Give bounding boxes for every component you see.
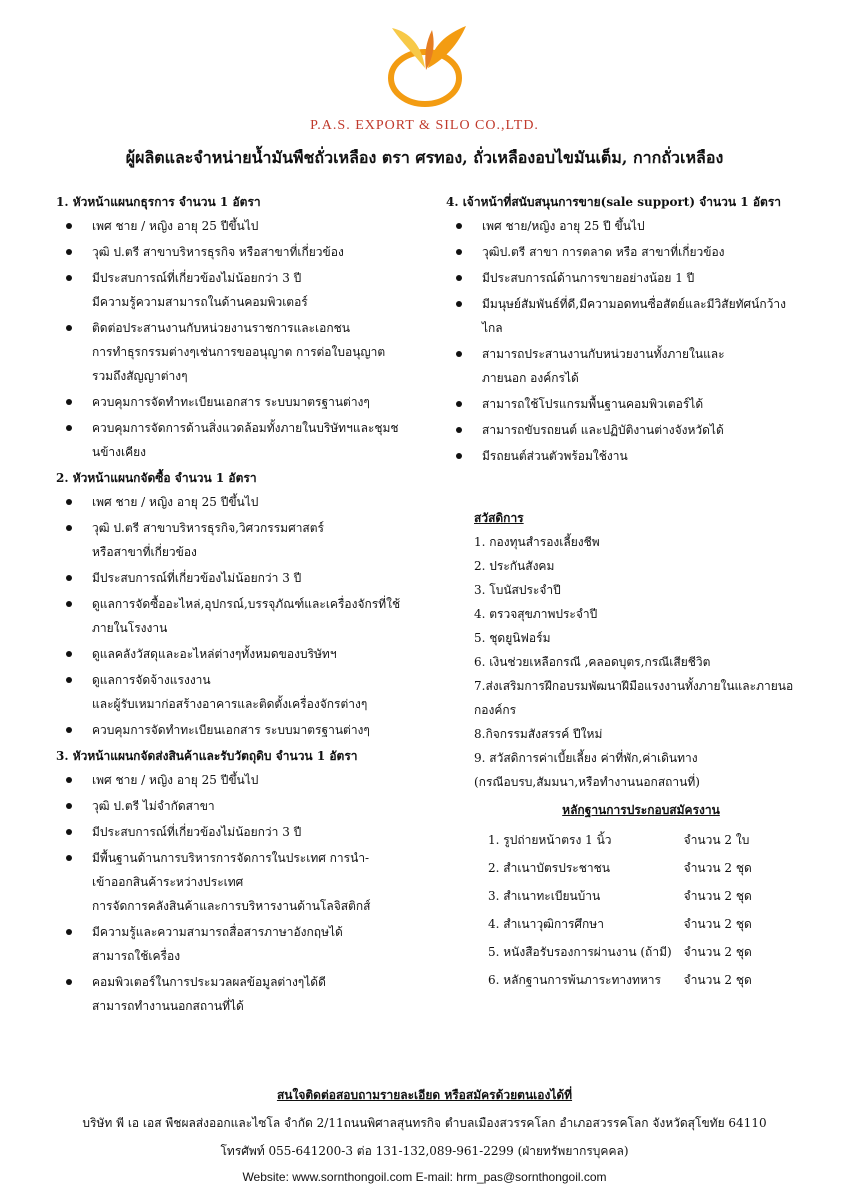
list-item-text: มีประสบการณ์ที่เกี่ยวข้องไม่น้อยกว่า 3 ปี [92, 571, 302, 585]
company-name: P.A.S. EXPORT & SILO CO.,LTD. [310, 118, 539, 133]
list-item-text: ภายนอก องค์กรได้ [482, 371, 579, 385]
list-item-text: วุฒิ ป.ตรี ไม่จำกัดสาขา [92, 799, 215, 813]
table-row [482, 966, 758, 994]
bullet-icon [66, 803, 72, 809]
list-item-text: เพศ ชาย / หญิง อายุ 25 ปีขึ้นไป [92, 495, 259, 509]
requirements-list [56, 768, 436, 1018]
list-item-text: วุฒิ ป.ตรี สาขาบริหารธุรกิจ,วิศวกรรมศาสตร์ [92, 521, 324, 535]
list-item-text: มีความรู้ความสามารถในด้านคอมพิวเตอร์ [92, 295, 308, 309]
list-item [56, 920, 436, 968]
table-row [482, 882, 758, 910]
list-item [446, 214, 806, 238]
list-item [56, 416, 436, 464]
bullet-icon [66, 929, 72, 935]
list-item-text: การทำธุรกรรมต่างๆเช่นการขออนุญาต การต่อใบอนุญาต [92, 345, 386, 359]
list-item-text: สามารถประสานงานกับหน่วยงานทั้งภายในและ [482, 347, 725, 361]
list-item-text: คอมพิวเตอร์ในการประมวลผลข้อมูลต่างๆได้ดี [92, 975, 326, 989]
section-title: 2. หัวหน้าแผนกจัดซื้อ จำนวน 1 อัตรา [56, 471, 257, 485]
bullet-icon [66, 249, 72, 255]
contact-title: สนใจติดต่อสอบถามรายละเอียด หรือสมัครด้วยตนเองได้ที่ [276, 1088, 573, 1102]
welfare-item: 3. โบนัสประจำปี [474, 583, 561, 597]
list-item-text: ดูแลการจัดซื้ออะไหล่,อุปกรณ์,บรรจุภัณฑ์และเครื่องจักรที่ใช้ [92, 597, 401, 611]
welfare-item: 4. ตรวจสุขภาพประจำปี [474, 607, 598, 621]
list-item [56, 592, 436, 640]
list-item [446, 240, 806, 264]
bullet-icon [66, 275, 72, 281]
list-item [56, 970, 436, 1018]
bullet-icon [456, 249, 462, 255]
list-item [446, 266, 806, 290]
section-title: 4. เจ้าหน้าที่สนับสนุนการขาย(sale support) จำนวน 1 อัตรา [446, 195, 782, 209]
bullet-icon [456, 351, 462, 357]
list-item [56, 668, 436, 716]
bullet-icon [66, 855, 72, 861]
documents-table [482, 826, 758, 994]
welfare-title: สวัสดิการ [474, 511, 524, 525]
bullet-icon [456, 275, 462, 281]
list-item-text: หรือสาขาที่เกี่ยวข้อง [92, 545, 197, 559]
list-item [56, 718, 436, 742]
document-name: 1. รูปถ่ายหน้าตรง 1 นิ้ว [488, 833, 612, 847]
section-title: 3. หัวหน้าแผนกจัดส่งสินค้าและรับวัตถุดิบ จำนวน 1 อัตรา [56, 749, 358, 763]
document-name: 4. สำเนาวุฒิการศึกษา [488, 917, 604, 931]
list-item [56, 214, 436, 238]
list-item-text: สามารถใช้โปรแกรมพื้นฐานคอมพิวเตอร์ได้ [482, 397, 704, 411]
list-item-text: มีประสบการณ์ที่เกี่ยวข้องไม่น้อยกว่า 3 ปี [92, 825, 302, 839]
bullet-icon [456, 427, 462, 433]
list-item [56, 490, 436, 514]
bullet-icon [66, 651, 72, 657]
list-item-text: มีประสบการณ์ที่เกี่ยวข้องไม่น้อยกว่า 3 ปี [92, 271, 302, 285]
company-address: บริษัท พี เอ เอส พืชผลส่งออกและไซโล จำกัด 2/11ถนนพิศาลสุนทรกิจ ตำบลเมืองสวรรคโลก อำเภอสวรรคโลก จังหวัดสุโขทัย 64110 [82, 1116, 767, 1130]
bullet-icon [456, 301, 462, 307]
list-item [56, 820, 436, 844]
welfare-item: 9. สวัสดิการค่าเบี้ยเลี้ยง ค่าที่พัก,ค่าเดินทาง [474, 751, 698, 765]
web-email[interactable]: Website: www.sornthongoil.com E-mail: hrm_pas@sornthongoil.com [242, 1170, 607, 1184]
list-item-text: เข้าออกสินค้าระหว่างประเทศ [92, 875, 244, 889]
list-item-text: มีพื้นฐานด้านการบริหารการจัดการในประเทศ การนำ- [92, 851, 370, 865]
bullet-icon [66, 727, 72, 733]
list-item [56, 316, 436, 388]
list-item-text: ภายในโรงงาน [92, 621, 168, 635]
list-item-text: มีรถยนต์ส่วนตัวพร้อมใช้งาน [482, 449, 628, 463]
document-quantity: จำนวน 2 ชุด [683, 917, 752, 931]
company-logo [370, 20, 480, 110]
bullet-icon [66, 499, 72, 505]
bullet-icon [66, 979, 72, 985]
list-item-text: วุฒิ ป.ตรี สาขาบริหารธุรกิจ หรือสาขาที่เกี่ยวข้อง [92, 245, 344, 259]
list-item-text: การจัดการคลังสินค้าและการบริหารงานด้านโลจิสติกส์ [92, 899, 371, 913]
list-item [446, 444, 806, 468]
list-item-text: ดูแลคลังวัสดุและอะไหล่ต่างๆทั้งหมดของบริษัทฯ [92, 647, 337, 661]
table-row [482, 826, 758, 854]
list-item [56, 266, 436, 314]
bullet-icon [66, 223, 72, 229]
document-quantity: จำนวน 2 ชุด [683, 973, 752, 987]
list-item-text: ควบคุมการจัดทำทะเบียนเอกสาร ระบบมาตรฐานต่างๆ [92, 395, 370, 409]
welfare-item: กองค์กร [474, 703, 517, 717]
list-item-text: ดูแลการจัดจ้างแรงงาน [92, 673, 211, 687]
bullet-icon [66, 677, 72, 683]
list-item-text: มีประสบการณ์ด้านการขายอย่างน้อย 1 ปี [482, 271, 695, 285]
bullet-icon [456, 223, 462, 229]
requirements-list [56, 490, 436, 742]
bullet-icon [456, 401, 462, 407]
left-column [56, 190, 436, 1020]
list-item [56, 240, 436, 264]
list-item [446, 418, 806, 442]
list-item [446, 342, 806, 390]
list-item-text: มีมนุษย์สัมพันธ์ที่ดี,มีความอดทนซื่อสัตย์และมีวิสัยทัศน์กว้าง [482, 297, 786, 311]
bullet-icon [456, 453, 462, 459]
list-item [56, 390, 436, 414]
list-item [56, 768, 436, 792]
bullet-icon [66, 399, 72, 405]
table-row [482, 854, 758, 882]
list-item-text: รวมถึงสัญญาต่างๆ [92, 369, 188, 383]
list-item [56, 566, 436, 590]
list-item-text: ติดต่อประสานงานกับหน่วยงานราชการและเอกชน [92, 321, 350, 335]
list-item [56, 846, 436, 918]
bullet-icon [66, 829, 72, 835]
list-item [56, 516, 436, 564]
document-quantity: จำนวน 2 ชุด [683, 889, 752, 903]
document-quantity: จำนวน 2 ใบ [683, 833, 750, 847]
bullet-icon [66, 325, 72, 331]
list-item [446, 392, 806, 416]
document-name: 5. หนังสือรับรองการผ่านงาน (ถ้ามี) [488, 945, 672, 959]
document-name: 6. หลักฐานการพ้นภาระทางทหาร [488, 973, 661, 987]
list-item-text: ไกล [482, 321, 503, 335]
document-quantity: จำนวน 2 ชุด [683, 945, 752, 959]
welfare-item: 8.กิจกรรมสังสรรค์ ปีใหม่ [474, 727, 603, 741]
page-headline: ผู้ผลิตและจำหน่ายน้ำมันพืชถั่วเหลือง ตรา ศรทอง, ถั่วเหลืองอบไขมันเต็ม, กากถั่วเหลือง [125, 148, 724, 167]
list-item-text: วุฒิป.ตรี สาขา การตลาด หรือ สาขาที่เกี่ยวข้อง [482, 245, 725, 259]
bullet-icon [66, 525, 72, 531]
list-item-text: เพศ ชาย / หญิง อายุ 25 ปีขึ้นไป [92, 219, 259, 233]
list-item-text: นข้างเคียง [92, 445, 147, 459]
welfare-item: 2. ประกันสังคม [474, 559, 555, 573]
bullet-icon [66, 425, 72, 431]
welfare-list [446, 530, 806, 794]
list-item-text: และผู้รับเหมาก่อสร้างอาคารและติดตั้งเครื่องจักรต่างๆ [92, 697, 368, 711]
welfare-item: 5. ชุดยูนิฟอร์ม [474, 631, 551, 645]
welfare-item: (กรณีอบรบ,สัมมนา,หรือทำงานนอกสถานที่) [474, 775, 700, 789]
bullet-icon [66, 601, 72, 607]
list-item-text: เพศ ชาย/หญิง อายุ 25 ปี ขึ้นไป [482, 219, 645, 233]
list-item [56, 642, 436, 666]
document-name: 2. สำเนาบัตรประชาชน [488, 861, 610, 875]
list-item [446, 292, 806, 340]
right-column [446, 190, 806, 994]
table-row [482, 938, 758, 966]
requirements-list [446, 214, 806, 468]
bullet-icon [66, 575, 72, 581]
welfare-item: 1. กองทุนสำรองเลี้ยงชีพ [474, 535, 600, 549]
list-item [56, 794, 436, 818]
section-title: 1. หัวหน้าแผนกธุรการ จำนวน 1 อัตรา [56, 195, 261, 209]
list-item-text: สามารถใช้เครื่อง [92, 949, 181, 963]
list-item-text: ควบคุมการจัดการด้านสิ่งแวดล้อมทั้งภายในบริษัทฯและชุมช [92, 421, 399, 435]
requirements-list [56, 214, 436, 464]
list-item-text: ควบคุมการจัดทำทะเบียนเอกสาร ระบบมาตรฐานต่างๆ [92, 723, 370, 737]
list-item-text: สามารถทำงานนอกสถานที่ได้ [92, 999, 244, 1013]
list-item-text: เพศ ชาย / หญิง อายุ 25 ปีขึ้นไป [92, 773, 259, 787]
table-row [482, 910, 758, 938]
welfare-item: 7.ส่งเสริมการฝึกอบรมพัฒนาฝีมือแรงงานทั้งภายในและภายนอ [474, 679, 794, 693]
list-item-text: สามารถขับรถยนต์ และปฏิบัติงานต่างจังหวัดได้ [482, 423, 724, 437]
phone-number: โทรศัพท์ 055-641200-3 ต่อ 131-132,089-961-2299 (ฝ่ายทรัพยากรบุคคล) [220, 1144, 629, 1158]
document-quantity: จำนวน 2 ชุด [683, 861, 752, 875]
bullet-icon [66, 777, 72, 783]
document-name: 3. สำเนาทะเบียนบ้าน [488, 889, 601, 903]
welfare-item: 6. เงินช่วยเหลือกรณี ,คลอดบุตร,กรณีเสียชีวิต [474, 655, 711, 669]
documents-title: หลักฐานการประกอบสมัครงาน [562, 803, 720, 817]
list-item-text: มีความรู้และความสามารถสื่อสารภาษาอังกฤษได้ [92, 925, 343, 939]
